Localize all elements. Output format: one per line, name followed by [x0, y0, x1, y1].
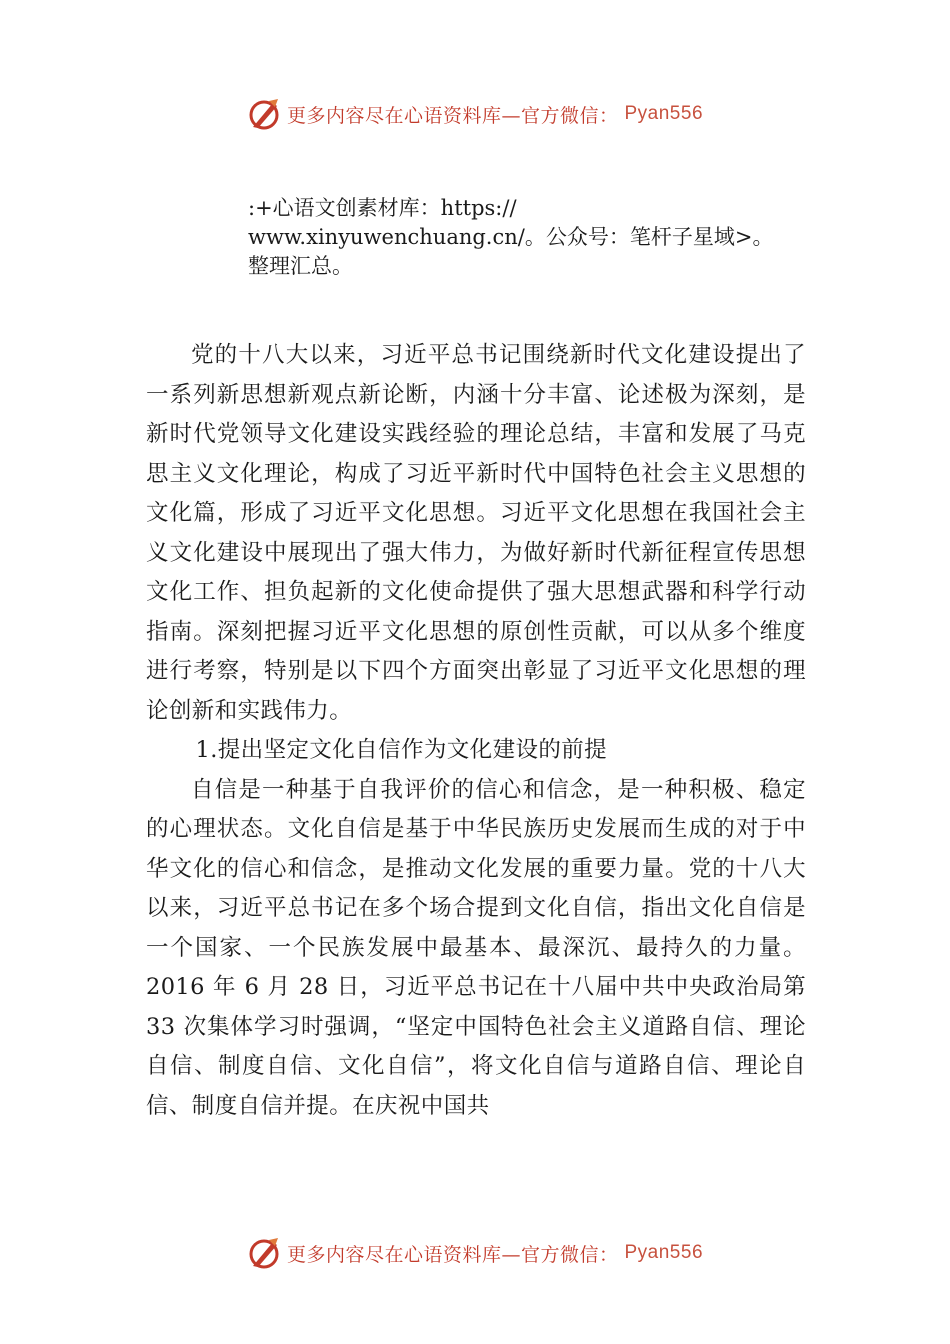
section-heading-1: 1.提出坚定文化自信作为文化建设的前提 [195, 737, 608, 763]
source-note-line-3: 整理汇总。 [248, 254, 353, 278]
header-wechat-id: Pyan556 [624, 103, 704, 124]
footer-wechat-id: Pyan556 [624, 1242, 704, 1263]
source-note [248, 194, 858, 281]
source-note-line-1: :+心语文创素材库：https:// [248, 196, 517, 220]
footer-banner [0, 1231, 950, 1275]
article-paragraph-2: 自信是一种基于自我评价的信心和信念，是一种积极、稳定的心理状态。文化自信是基于中华民族历史发展而生成的对于中华文化的信心和信念，是推动文化发展的重要力量。党的十八大以来，习近平总书记在多个场合提到文化自信，指出文化自信是一个国家、一个民族发展中最基本、最深沉、最持久的力量。2016 年 6 月 28 日，习近平总书记在十八届中共中央政治局第 33 次集体学习时强调，“坚定中国特色社会主义道路自信、理论自信、制度自信、文化自信”，将文化自信与道路自信、理论自信、制度自信并提。在庆祝中国共 [146, 776, 806, 1119]
footer-banner-text: 更多内容尽在心语资料库—官方微信： [286, 1243, 619, 1266]
article-body [146, 336, 806, 1126]
pen-logo-icon [247, 97, 281, 131]
header-banner-text: 更多内容尽在心语资料库—官方微信： [286, 104, 619, 127]
source-note-line-2: www.xinyuwenchuang.cn/。公众号：笔杆子星域>。 [248, 225, 774, 249]
article-paragraph-1: 党的十八大以来，习近平总书记围绕新时代文化建设提出了一系列新思想新观点新论断，内涵十分丰富、论述极为深刻，是新时代党领导文化建设实践经验的理论总结，丰富和发展了马克思主义文化理论，构成了习近平新时代中国特色社会主义思想的文化篇，形成了习近平文化思想。习近平文化思想在我国社会主义文化建设中展现出了强大伟力，为做好新时代新征程宣传思想文化工作、担负起新的文化使命提供了强大思想武器和科学行动指南。深刻把握习近平文化思想的原创性贡献，可以从多个维度进行考察，特别是以下四个方面突出彰显了习近平文化思想的理论创新和实践伟力。 [146, 342, 806, 724]
pen-logo-icon [247, 1236, 281, 1270]
header-banner [0, 92, 950, 136]
